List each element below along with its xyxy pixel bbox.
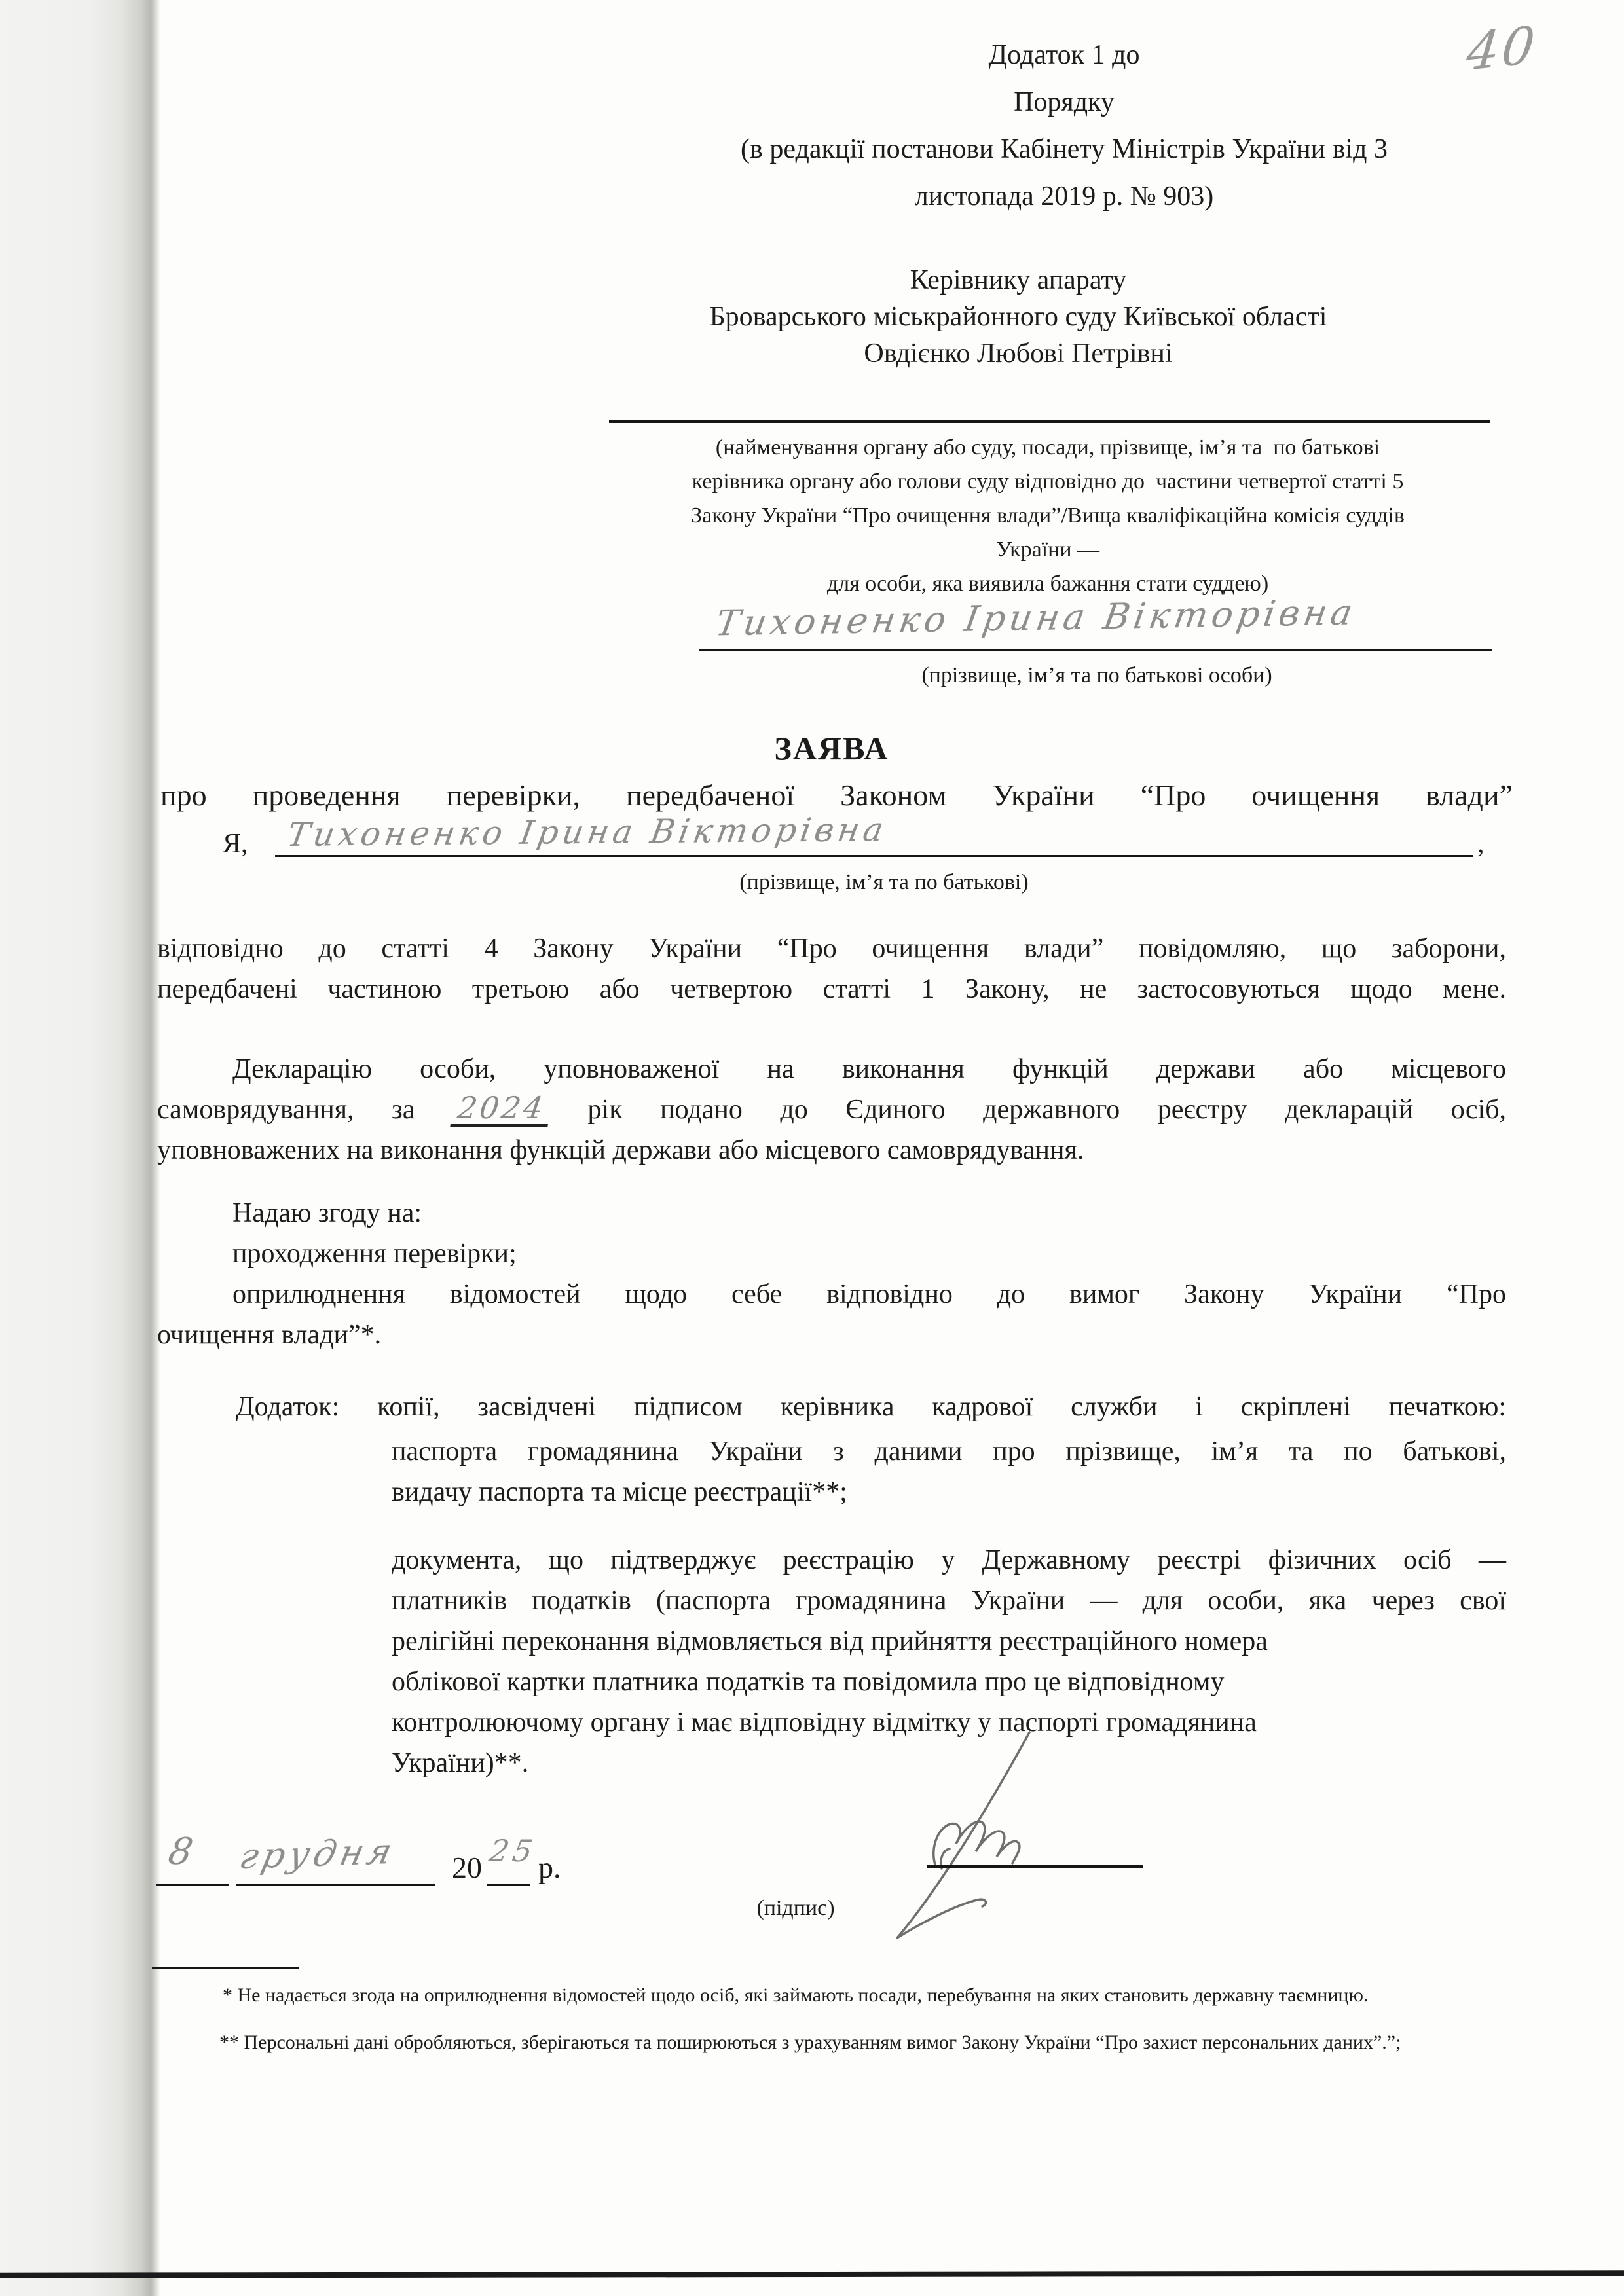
date-day-underline xyxy=(156,1884,229,1886)
date-year-printed: 20 xyxy=(452,1851,482,1884)
addressee-line-1: Керівнику апарату xyxy=(910,265,1127,295)
addressee-underline xyxy=(609,420,1490,423)
addressee-note-line-4: України — xyxy=(995,538,1100,562)
signature-label: (підпис) xyxy=(756,1896,835,1920)
attachment-item1-line-1: паспорта громадянина України з даними про прізвище, ім’я та по батькові, xyxy=(392,1436,1506,1467)
declaration-line2-before: самоврядування, за xyxy=(157,1095,415,1125)
attachment-item2-line-1: документа, що підтверджує реєстрацію у Державному реєстрі фізичних осіб — xyxy=(392,1545,1506,1575)
statement-name-handwritten: Тихоненко Ірина Вікторівна xyxy=(284,811,891,854)
date-year-suffix: р. xyxy=(538,1851,561,1884)
addressee-note-line-5: для особи, яка виявила бажання стати суддею) xyxy=(826,572,1269,596)
header-block xyxy=(616,31,1513,220)
statement-trailing-comma: , xyxy=(1477,829,1485,859)
applicant-name-underline xyxy=(699,649,1492,651)
attachment-item2-line-3: релігійні переконання відмовляється від прийняття реєстраційного номера xyxy=(392,1626,1268,1656)
footnote-2: ** Персональні дані обробляються, зберігаються та поширюються з урахуванням вимог Закону України “Про захист персональних даних”.”; xyxy=(219,2032,1401,2053)
document-title: ЗАЯВА xyxy=(774,730,889,767)
addressee-block xyxy=(553,262,1483,372)
footnote-rule xyxy=(152,1967,299,1969)
attachment-item-passport xyxy=(392,1431,1506,1512)
declaration-line-3: уповноважених на виконання функцій держави або місцевого самоврядування. xyxy=(157,1135,1084,1165)
date-year-handwritten: 25 xyxy=(487,1833,540,1868)
page-number-handwritten: 40 xyxy=(1464,15,1540,83)
declaration-line-2 xyxy=(157,1089,1506,1130)
scan-left-shadow xyxy=(0,0,160,2296)
addressee-line-2: Броварського міськрайонного суду Київської області xyxy=(709,302,1327,332)
addressee-note-line-1: (найменування органу або суду, посади, прізвище, ім’я та по батькові xyxy=(715,435,1380,460)
attachment-item2-line-5: контролюючому органу і має відповідну відмітку у паспорті громадянина xyxy=(392,1707,1257,1738)
header-line-3: (в редакції постанови Кабінету Міністрів України від 3 xyxy=(741,134,1388,164)
statement-name-underline xyxy=(275,855,1473,857)
addressee-note-line-2: керівника органу або голови суду відповідно до частини четвертої статті 5 xyxy=(692,469,1404,494)
document-subtitle: про проведення перевірки, передбаченої Законом України “Про очищення влади” xyxy=(160,778,1513,812)
addressee-note xyxy=(576,431,1519,601)
declaration-line-1: Декларацію особи, уповноваженої на виконання функцій держави або місцевого xyxy=(232,1054,1506,1084)
header-line-1: Додаток 1 до xyxy=(988,40,1140,70)
consent-line-1: Надаю згоду на: xyxy=(232,1198,422,1228)
applicant-name-handwritten: Тихоненко Ірина Вікторівна xyxy=(712,591,1359,644)
p1-line-2: передбачені частиною третьою або четвертою статті 1 Закону, не застосовуються щодо мене. xyxy=(157,974,1506,1004)
consent-line-3: оприлюднення відомостей щодо себе відповідно до вимог Закону України “Про xyxy=(232,1279,1506,1309)
header-line-4: листопада 2019 р. № 903) xyxy=(914,181,1214,211)
i-prefix: Я, xyxy=(223,829,248,859)
attachment-item1-line-2: видачу паспорта та місце реєстрації**; xyxy=(392,1477,847,1507)
declaration-line2-after: рік подано до Єдиного державного реєстру декларацій осіб, xyxy=(587,1095,1507,1125)
addressee-note-line-3: Закону України “Про очищення влади”/Вища кваліфікаційна комісія суддів xyxy=(691,503,1405,528)
statement-name-label: (прізвище, ім’я та по батькові) xyxy=(739,870,1029,894)
date-month-underline xyxy=(236,1884,435,1886)
paragraph-law-article4 xyxy=(157,928,1506,1010)
consent-line-4: очищення влади”*. xyxy=(157,1320,382,1350)
scan-bottom-page-edge xyxy=(0,2270,1624,2278)
consent-block xyxy=(157,1193,1506,1355)
attachment-item2-line-2: платників податків (паспорта громадянина України — для особи, яка через свої xyxy=(392,1586,1506,1616)
attachment-item2-line-4: облікової картки платника податків та повідомила про це відповідному xyxy=(392,1667,1225,1697)
paragraph-declaration xyxy=(157,1049,1506,1171)
header-line-2: Порядку xyxy=(1014,87,1115,117)
attachment-item2-line-6: України)**. xyxy=(392,1748,529,1778)
date-day-handwritten: 8 xyxy=(165,1831,200,1873)
footnote-1: * Не надається згода на оприлюднення відомостей щодо осіб, які займають посади, перебування на яких становить державну таємницю. xyxy=(223,1984,1369,2006)
declaration-year-handwritten: 2024 xyxy=(450,1093,552,1127)
applicant-name-label: (прізвище, ім’я та по батькові особи) xyxy=(921,663,1272,687)
signature-underline xyxy=(927,1865,1143,1868)
date-month-handwritten: грудня xyxy=(236,1830,400,1878)
addressee-line-3: Овдієнко Любові Петрівні xyxy=(864,338,1173,369)
consent-line-2: проходження перевірки; xyxy=(232,1239,517,1269)
attachment-intro: Додаток: копії, засвідчені підписом керівника кадрової служби і скріплені печаткою: xyxy=(236,1392,1506,1422)
p1-line-1: відповідно до статті 4 Закону України “Про очищення влади” повідомляю, що заборони, xyxy=(157,934,1506,964)
date-year-underline xyxy=(487,1884,530,1886)
